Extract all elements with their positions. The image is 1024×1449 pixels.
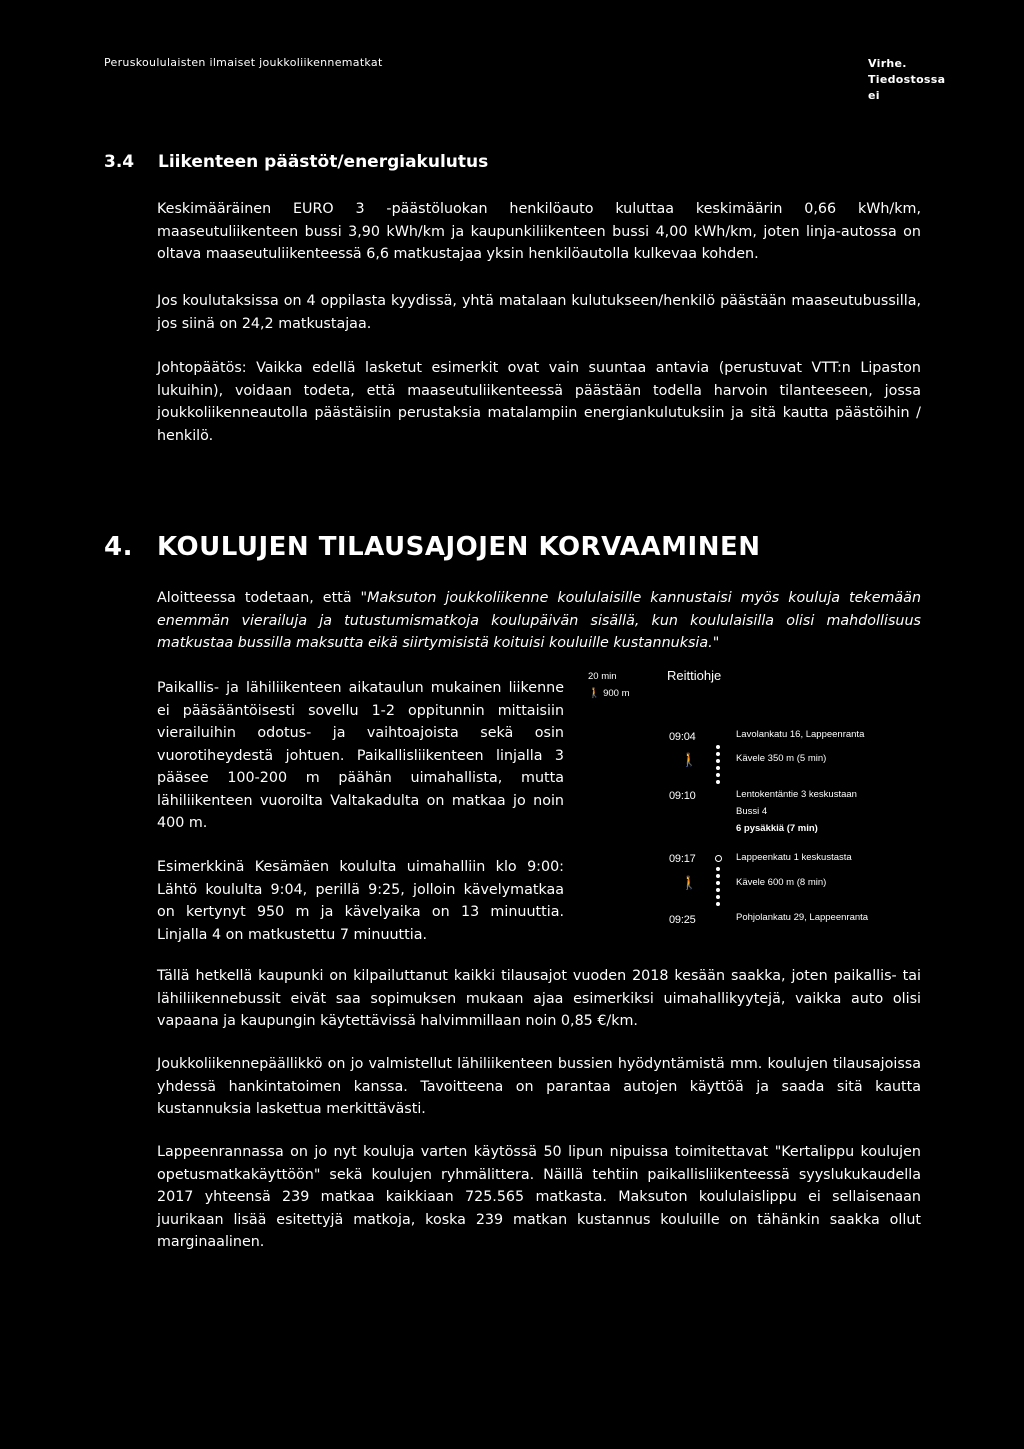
- example-trip-paragraph: Esimerkkinä Kesämäen koululta uimahalliin klo 9:00: Lähtö koululta 9:04, perillä 9:25, jolloin kävelymatkaa on kertynyt 950 m ja kävelyaika on 13 minuuttia. Linjalla 4 on matkustettu 7 minuuttia.: [157, 859, 564, 943]
- header-error-line1: Virhe.: [868, 57, 907, 70]
- route-dot: [716, 745, 720, 749]
- route-dot: [716, 752, 720, 756]
- walk-icon: 🚶: [681, 752, 698, 767]
- route-step-text: Kävele 600 m (8 min): [736, 877, 827, 888]
- header-error-note: [868, 56, 946, 102]
- section-3-4-heading: [104, 152, 488, 172]
- walk-icon: 🚶: [588, 688, 601, 699]
- route-dot: [716, 895, 720, 899]
- route-ring: [715, 855, 722, 862]
- route-dot: [716, 867, 720, 871]
- header-error-line2: Tiedostossa ei: [868, 73, 946, 102]
- route-step-text: 6 pysäkkiä (7 min): [736, 823, 818, 834]
- emission-paragraph-1: Keskimääräinen EURO 3 -päästöluokan henkilöauto kuluttaa keskimäärin 0,66 kWh/km, maaseutuliikenteen bussi 3,90 kWh/km ja kaupunkiliikenteen bussi 4,00 kWh/km, joten linja-autossa on oltava maaseutuliikenteessä 6,6 matkustajaa yksin henkilöautolla kulkevaa kohden.: [157, 201, 921, 262]
- route-dot: [716, 773, 720, 777]
- route-walk-distance: 900 m: [603, 688, 630, 699]
- route-time: 09:17: [669, 853, 696, 865]
- walk-icon: 🚶: [681, 875, 698, 890]
- route-time: 09:04: [669, 731, 696, 743]
- route-title: Reittiohje: [667, 668, 722, 683]
- route-step-text: Lappeenkatu 1 keskustasta: [736, 852, 852, 863]
- section-title: KOULUJEN TILAUSAJOJEN KORVAAMINEN: [157, 532, 761, 562]
- section-4-heading: [104, 532, 761, 562]
- route-dot: [716, 881, 720, 885]
- tender-paragraph: Tällä hetkellä kaupunki on kilpailuttanut kaikki tilausajot vuoden 2018 kesään saakka, joten paikallis- tai lähiliikennebussit eivät saa sopimuksen mukaan ajaa esimerkiksi uimahallikyytejä, vaikka auto olisi vapaana ja kaupungin käytettävissä halvimmillaan noin 0,85 €/km.: [157, 968, 921, 1029]
- route-step-text: Lentokentäntie 3 keskustaan: [736, 789, 857, 800]
- route-step-text: Kävele 350 m (5 min): [736, 753, 827, 764]
- route-dot: [716, 766, 720, 770]
- conclusion-paragraph: Johtopäätös: Vaikka edellä lasketut esimerkit ovat vain suuntaa antavia (perustuvat VTT:n Lipaston lukuihin), voidaan todeta, että maaseutuliikenteessä päästään todella harvoin tilanteeseen, jossa joukkoliikenneautolla päästäisiin perustaksia matalampiin energiankulutuksiin ja sitä kautta päästöihin / henkilö.: [157, 360, 921, 444]
- route-step-text: Pohjolankatu 29, Lappeenranta: [736, 912, 869, 923]
- running-header: Peruskoululaisten ilmaiset joukkoliikennematkat: [104, 56, 383, 69]
- quote-lead: Aloitteessa todetaan, että: [157, 590, 361, 606]
- section-number: 3.4: [104, 152, 135, 172]
- initiative-quote: "Maksuton joukkoliikenne koululaisille kannustaisi myös kouluja tekemään enemmän vierailuja ja tutustumismatkoja koulupäivän sisällä, kun koululaisilla olisi mahdollisuus matkustaa bussilla maksutta eikä siirtymisistä koituisi kouluille kustannuksia.": [157, 590, 922, 651]
- route-dot: [716, 759, 720, 763]
- route-dot: [716, 902, 720, 906]
- route-step-text: Lavolankatu 16, Lappeenranta: [736, 729, 865, 740]
- route-time: 09:10: [669, 790, 696, 802]
- route-time: 09:25: [669, 914, 696, 926]
- route-step-text: Bussi 4: [736, 806, 768, 817]
- route-dot: [716, 780, 720, 784]
- section-title: Liikenteen päästöt/energiakulutus: [158, 152, 489, 172]
- route-dot: [716, 874, 720, 878]
- transit-manager-paragraph: Joukkoliikennepäällikkö on jo valmistellut lähiliikenteen bussien hyödyntämistä mm. koulujen tilausajoissa yhdessä hankintatoimen kanssa. Tavoitteena on parantaa autojen käyttöä ja saada sitä kautta kustannuksia laskettua merkittävästi.: [157, 1056, 921, 1117]
- initiative-quote-paragraph: [157, 587, 921, 655]
- section-number: 4.: [104, 532, 133, 562]
- route-duration: 20 min: [588, 671, 617, 682]
- ticket-paragraph: Lappeenrannassa on jo nyt kouluja varten käytössä 50 lipun nipuissa toimitettavat "Kertalippu koulujen opetusmatkakäyttöön" sekä koulujen ryhmälittera. Näillä tehtiin paikallisliikenteessä syyslukukaudella 2017 yhteensä 239 matkaa kaikkiaan 725.565 matkasta. Maksuton koululaislippu ei sellaisenaan juurikaan lisää esitettyjä matkoja, koska 239 matkan kustannus kouluille on tähänkin saakka ollut marginaalinen.: [157, 1144, 921, 1250]
- route-walk-total: [588, 688, 630, 699]
- local-traffic-paragraph: Paikallis- ja lähiliikenteen aikataulun mukainen liikenne ei pääsääntöisesti sovellu 1-2 oppitunnin mittaisiin vierailuihin odotus- ja vaihtoajoista sekä osin vuorotiheydestä johtuen. Paikallisliikenteen linjalla 3 pääsee 100-200 m päähän uimahallista, mutta lähiliikenteen vuoroilta Valtakadulta on matkaa jo noin 400 m.: [157, 680, 564, 831]
- route-dot: [716, 888, 720, 892]
- emission-paragraph-2: Jos koulutaksissa on 4 oppilasta kyydissä, yhtä matalaan kulutukseen/henkilö päästään maaseutubussilla, jos siinä on 24,2 matkustajaa.: [157, 293, 921, 332]
